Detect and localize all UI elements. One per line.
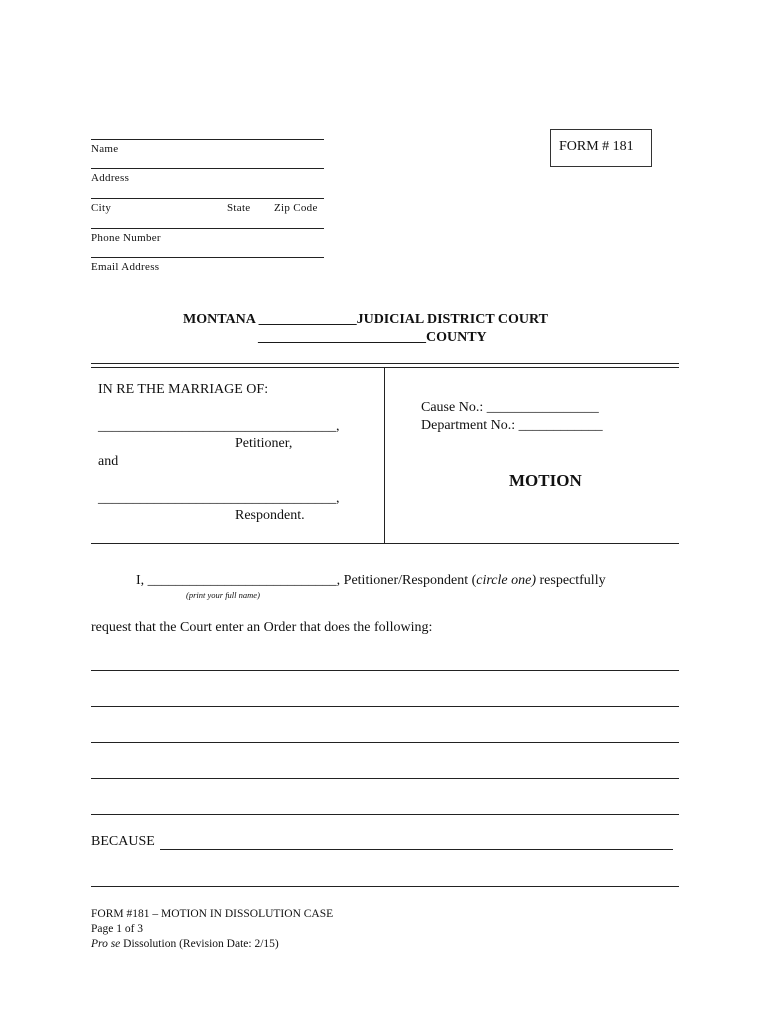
zip-label: Zip Code (274, 202, 318, 214)
court-district-blank[interactable]: ______________ (258, 312, 357, 327)
footer-page-number: Page 1 of 3 (91, 923, 144, 935)
order-line-2[interactable] (91, 706, 679, 707)
state-label: State (227, 202, 251, 214)
in-re-label: IN RE THE MARRIAGE OF: (98, 382, 269, 397)
order-line-5[interactable] (91, 814, 679, 815)
phone-label: Phone Number (91, 232, 161, 244)
form-number-box (550, 129, 652, 167)
name-line[interactable] (91, 139, 324, 140)
document-title: MOTION (509, 471, 582, 490)
respondent-blank[interactable]: __________________________________, (98, 491, 340, 506)
order-line-3[interactable] (91, 742, 679, 743)
form-number: FORM # 181 (559, 139, 634, 154)
petitioner-label: Petitioner, (235, 436, 293, 451)
petitioner-respondent-text: , Petitioner/Respondent ( (336, 573, 477, 588)
order-line-4[interactable] (91, 778, 679, 779)
court-heading-line2 (258, 330, 487, 346)
movant-name-blank[interactable]: ___________________________ (147, 573, 337, 588)
footer-form-title: FORM #181 – MOTION IN DISSOLUTION CASE (91, 908, 334, 920)
because-line-2[interactable] (91, 886, 679, 887)
because-line-1[interactable] (160, 849, 673, 850)
footer-pro-se: Pro se (91, 938, 121, 950)
county-label: COUNTY (426, 330, 487, 345)
respectfully-text: respectfully (536, 573, 606, 588)
footer-revision-text: Dissolution (Revision Date: 2/15) (120, 938, 279, 950)
order-line-1[interactable] (91, 670, 679, 671)
email-label: Email Address (91, 261, 160, 273)
caption-divider (384, 368, 385, 544)
movant-statement (136, 573, 606, 589)
email-line[interactable] (91, 257, 324, 258)
address-line[interactable] (91, 168, 324, 169)
cause-number-field[interactable]: Cause No.: ________________ (421, 400, 599, 415)
respondent-label: Respondent. (235, 508, 305, 523)
name-label: Name (91, 143, 119, 155)
court-district-label: JUDICIAL DISTRICT COURT (356, 312, 548, 327)
court-heading-line1 (183, 312, 548, 328)
circle-one-text: circle one) (476, 573, 536, 588)
phone-line[interactable] (91, 228, 324, 229)
address-label: Address (91, 172, 130, 184)
and-label: and (98, 454, 119, 469)
city-state-zip-line[interactable] (91, 198, 324, 199)
department-number-field[interactable]: Department No.: ____________ (421, 418, 603, 433)
caption-bottom-rule (91, 543, 679, 544)
city-label: City (91, 202, 112, 214)
i-prefix: I, (136, 573, 148, 588)
request-text: request that the Court enter an Order that does the following: (91, 620, 433, 635)
because-label: BECAUSE (91, 834, 155, 849)
footer (91, 907, 333, 952)
print-name-hint: (print your full name) (186, 590, 260, 600)
caption-top-rule-1 (91, 363, 679, 364)
petitioner-blank[interactable]: __________________________________, (98, 419, 340, 434)
county-blank[interactable]: ________________________ (258, 330, 426, 345)
court-state: MONTANA (183, 312, 256, 327)
caption-top-rule-2 (91, 367, 679, 368)
footer-revision (91, 937, 333, 952)
